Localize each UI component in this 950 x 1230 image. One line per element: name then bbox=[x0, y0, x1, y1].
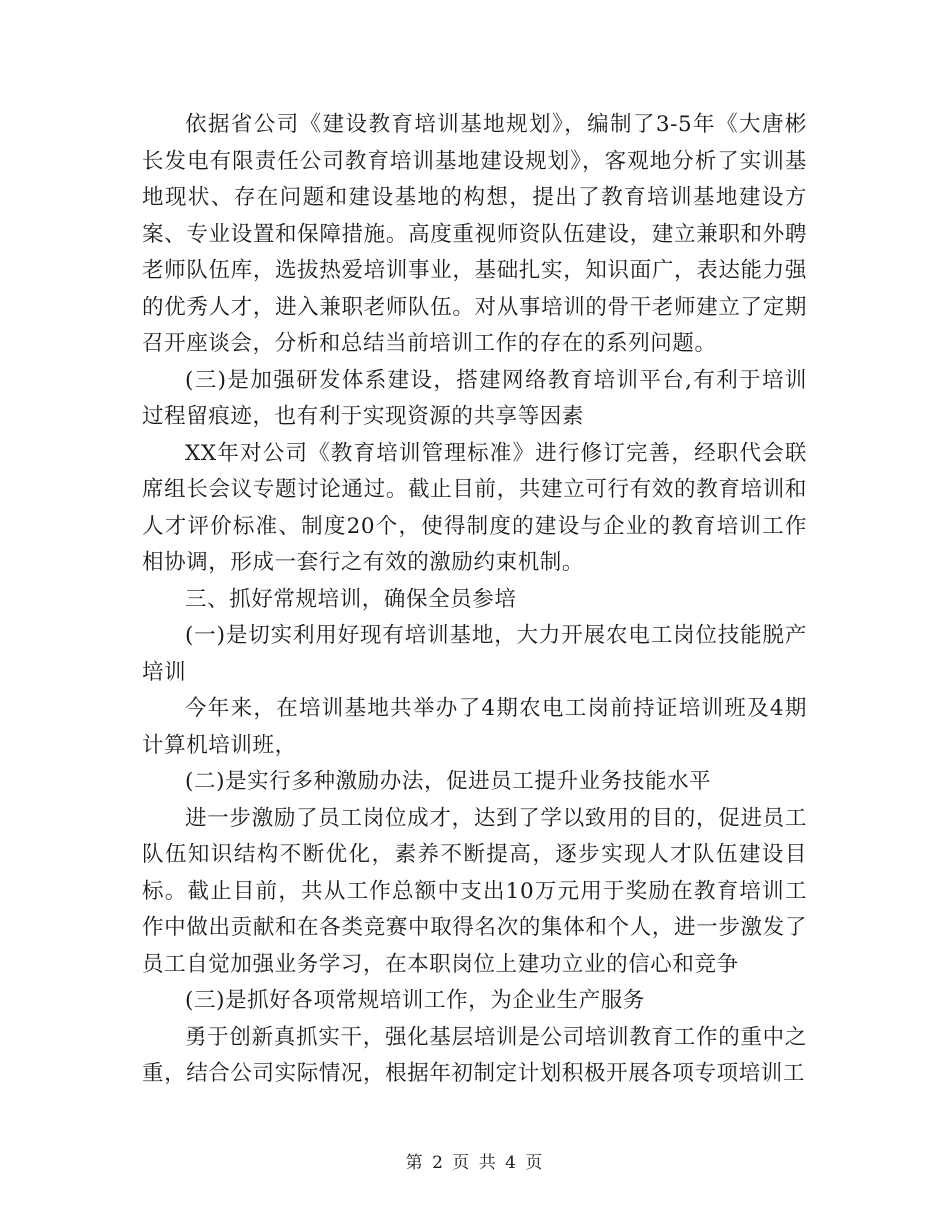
document-body bbox=[142, 107, 807, 1093]
paragraph-research-system: (三)是加强研发体系建设，搭建网络教育培训平台,有利于培训过程留痕迹，也有利于实现资源的共享等因素 bbox=[142, 367, 807, 429]
subheading-training-base: (一)是切实利用好现有培训基地，大力开展农电工岗位技能脱产培训 bbox=[142, 623, 807, 685]
page-number-footer: 第 2 页 共 4 页 bbox=[405, 1153, 545, 1173]
paragraph-training-classes: 今年来，在培训基地共举办了4期农电工岗前持证培训班及4期计算机培训班， bbox=[142, 696, 807, 758]
subheading-incentives: (二)是实行多种激励办法，促进员工提升业务技能水平 bbox=[185, 769, 712, 794]
section-heading-regular-training: 三、抓好常规培训，确保全员参培 bbox=[185, 586, 517, 612]
paragraph-management-standard: XX年对公司《教育培训管理标准》进行修订完善，经职代会联席组长会议专题讨论通过。截止目前，共建立可行有效的教育培训和人才评价标准、制度20个，使得制度的建设与企业的教育培训工作相协调，形成一套行之有效的激励约束机制。 bbox=[142, 440, 807, 575]
subheading-regular-training-work: (三)是抓好各项常规培训工作，为企业生产服务 bbox=[185, 988, 645, 1013]
paragraph-training-base-plan: 依据省公司《建设教育培训基地规划》，编制了3-5年《大唐彬长发电有限责任公司教育培训基地建设规划》，客观地分析了实训基地现状、存在问题和建设基地的构想，提出了教育培训基地建设方案、专业设置和保障措施。高度重视师资队伍建设，建立兼职和外聘老师队伍库，选拔热爱培训事业，基础扎实，知识面广，表达能力强的优秀人才，进入兼职老师队伍。对从事培训的骨干老师建立了定期召开座谈会，分析和总结当前培训工作的存在的系列问题。 bbox=[142, 112, 807, 356]
paragraph-grassroots-training: 勇于创新真抓实干，强化基层培训是公司培训教育工作的重中之重，结合公司实际情况，根据年初制定计划积极开展各项专项培训工 bbox=[142, 1024, 807, 1086]
paragraph-incentive-results: 进一步激励了员工岗位成才，达到了学以致用的目的，促进员工队伍知识结构不断优化，素养不断提高，逐步实现人才队伍建设目标。截止目前，共从工作总额中支出10万元用于奖励在教育培训工作中做出贡献和在各类竞赛中取得名次的集体和个人，进一步激发了员工自觉加强业务学习，在本职岗位上建功立业的信心和竞争 bbox=[142, 805, 807, 977]
